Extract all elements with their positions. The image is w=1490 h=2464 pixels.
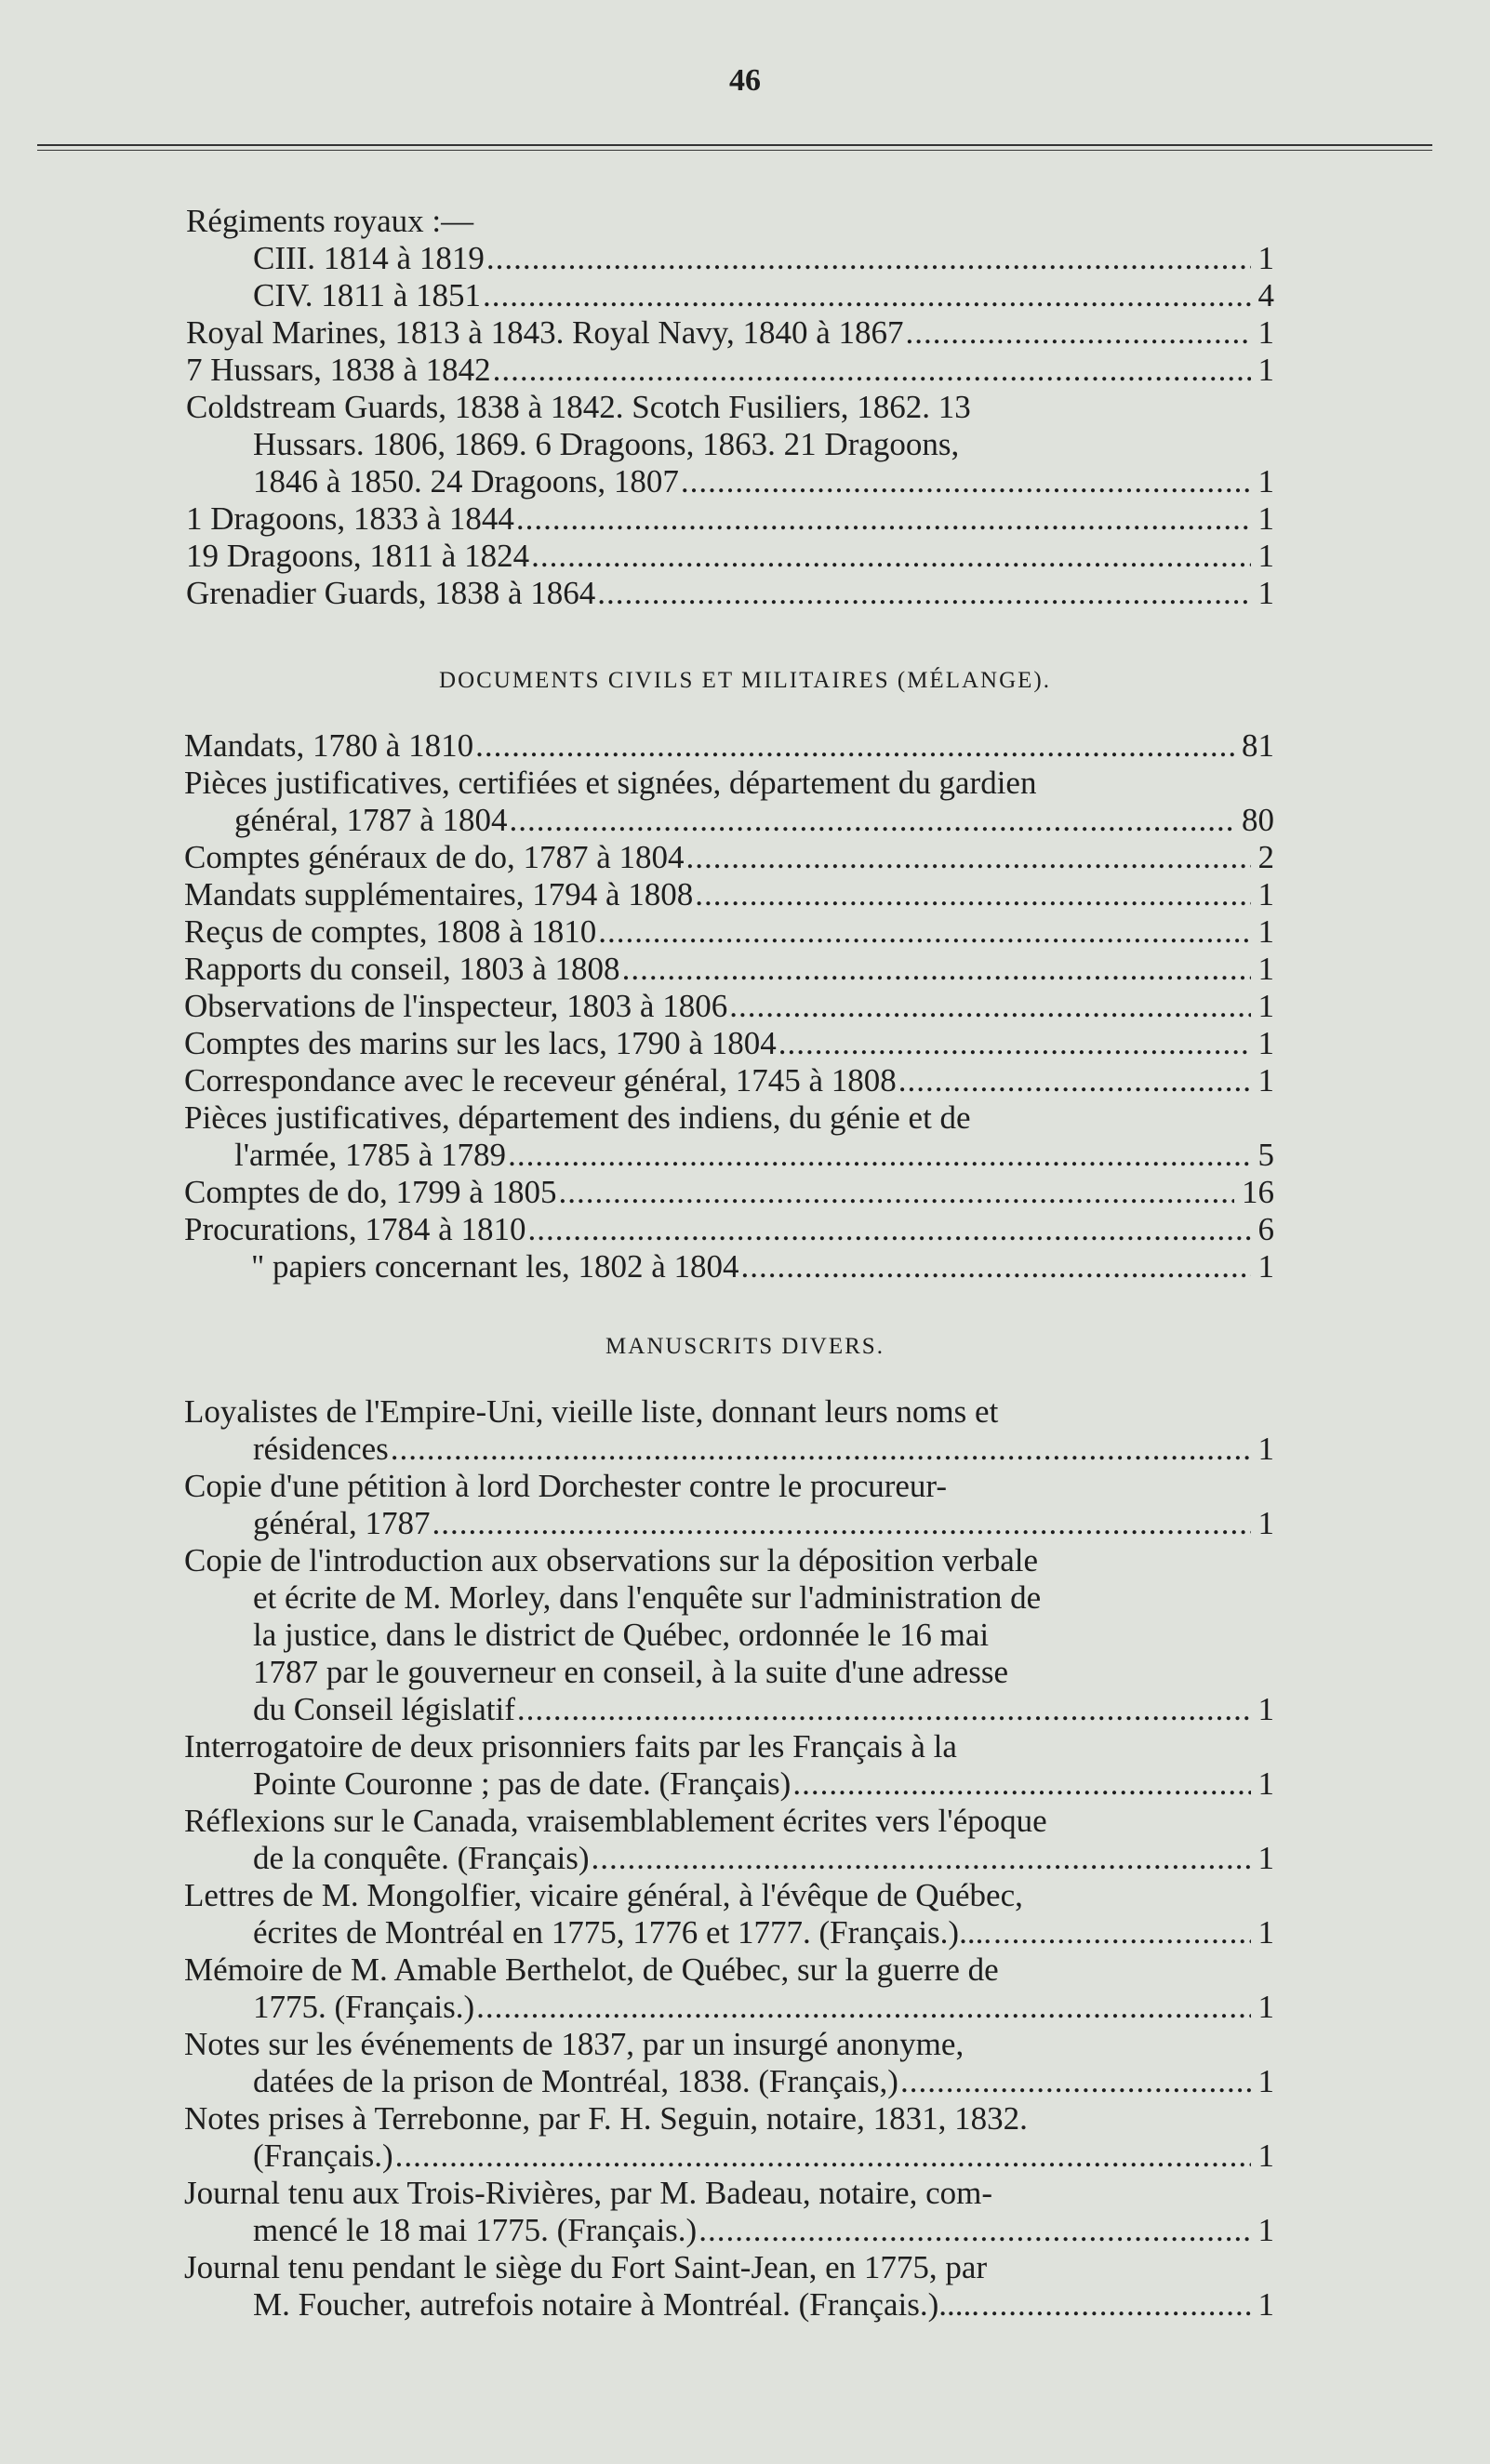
entry-line: [184, 1025, 1274, 1062]
entry-text: Journal tenu pendant le siège du Fort Saint-Jean, en 1775, par: [184, 2249, 988, 2285]
entry-line: [184, 1099, 1274, 1137]
leader-dots: [739, 1248, 1251, 1285]
entry-count: 1: [1257, 1025, 1274, 1061]
leader-dots: [529, 538, 1250, 575]
entry-text: Mandats supplémentaires, 1794 à 1808: [184, 876, 694, 912]
entry-line: [184, 2175, 1274, 2212]
entry-text: Copie d'une pétition à lord Dorchester contre le procureur-: [184, 1468, 948, 1504]
entry-line: [253, 240, 1274, 277]
leader-dots: [430, 1505, 1250, 1542]
entry-line: [253, 2063, 1274, 2100]
entry-text: 1787 par le gouverneur en conseil, à la suite d'une adresse: [253, 1654, 1008, 1690]
entry-text: Pointe Couronne ; pas de date. (Français): [253, 1765, 792, 1802]
entry-line: [253, 277, 1274, 314]
entry-text: mencé le 18 mai 1775. (Français.): [253, 2212, 698, 2248]
entry-count: 1: [1257, 1840, 1274, 1876]
leader-dots: [506, 1137, 1250, 1174]
leader-dots: [514, 500, 1251, 538]
entry-line: [184, 1393, 1274, 1431]
section-heading: MANUSCRITS DIVERS.: [605, 1334, 885, 1359]
entry-line: [184, 1728, 1274, 1765]
leader-dots: [898, 2063, 1251, 2100]
leader-dots: [777, 1025, 1251, 1062]
entry-text: résidences: [253, 1431, 389, 1467]
leader-dots: [491, 352, 1251, 389]
leader-dots: [697, 2212, 1250, 2249]
entry-line: [186, 352, 1274, 389]
entry-line: [251, 1248, 1274, 1285]
leader-dots: [473, 727, 1234, 765]
entry-count: 1: [1257, 463, 1274, 499]
entry-text: Notes prises à Terrebonne, par F. H. Seguin, notaire, 1831, 1832.: [184, 2100, 1028, 2137]
entry-text: général, 1787 à 1804: [234, 802, 508, 838]
entry-text: Rapports du conseil, 1803 à 1808: [184, 951, 620, 987]
leader-dots: [596, 913, 1250, 951]
entry-count: 1: [1257, 876, 1274, 912]
section-heading: DOCUMENTS CIVILS ET MILITAIRES (MÉLANGE).: [439, 668, 1051, 693]
entry-line: [234, 802, 1274, 839]
entry-count: 1: [1257, 1691, 1274, 1727]
entry-count: 1: [1257, 1062, 1274, 1099]
leader-dots: [474, 1989, 1250, 2026]
entry-line: [184, 1062, 1274, 1099]
leader-dots: [525, 1211, 1250, 1248]
entry-line: [184, 727, 1274, 765]
entry-text: écrites de Montréal en 1775, 1776 et 1777. (Français.)....: [253, 1914, 992, 1951]
entry-line: [184, 839, 1274, 876]
entry-line: [184, 913, 1274, 951]
entry-count: 1: [1257, 1505, 1274, 1541]
entry-text: Réflexions sur le Canada, vraisemblablement écrites vers l'époque: [184, 1803, 1047, 1839]
leader-dots: [897, 1062, 1251, 1099]
entry-count: 1: [1257, 988, 1274, 1024]
entry-text: Régiments royaux :—: [186, 203, 474, 239]
entry-line: [186, 389, 1274, 426]
leader-dots: [557, 1174, 1234, 1211]
entry-text: Comptes généraux de do, 1787 à 1804: [184, 839, 685, 875]
entry-text: 1 Dragoons, 1833 à 1844: [186, 500, 514, 537]
entry-text: Interrogatoire de deux prisonniers faits par les Français à la: [184, 1728, 957, 1765]
entry-line: [253, 1914, 1274, 1951]
entry-line: [184, 876, 1274, 913]
entry-text: Pièces justificatives, certifiées et signées, département du gardien: [184, 765, 1037, 801]
leader-dots: [693, 876, 1250, 913]
entry-text: datées de la prison de Montréal, 1838. (Français,): [253, 2063, 898, 2099]
entry-line: [253, 1840, 1274, 1877]
entry-text: général, 1787: [253, 1505, 431, 1541]
leader-dots: [508, 802, 1234, 839]
entry-line: [253, 426, 1274, 463]
entry-line: [253, 1654, 1274, 1691]
entry-count: 1: [1257, 240, 1274, 276]
page-number: 46: [729, 63, 761, 98]
entry-line: [253, 1505, 1274, 1542]
entry-line: [186, 203, 1274, 240]
entry-count: 1: [1257, 352, 1274, 388]
entry-count: 1: [1257, 1248, 1274, 1285]
entry-line: [186, 314, 1274, 352]
entry-text: (Français.): [253, 2138, 393, 2174]
entry-text: Loyalistes de l'Empire-Uni, vieille liste, donnant leurs noms et: [184, 1393, 999, 1430]
entry-text: Reçus de comptes, 1808 à 1810: [184, 913, 597, 950]
entry-count: 1: [1257, 314, 1274, 351]
entry-line: [253, 1765, 1274, 1803]
entry-line: [184, 951, 1274, 988]
entry-text: de la conquête. (Français): [253, 1840, 590, 1876]
entry-count: 1: [1257, 913, 1274, 950]
leader-dots: [393, 2138, 1251, 2175]
entry-count: 1: [1257, 575, 1274, 611]
leader-dots: [515, 1691, 1251, 1728]
entry-line: [184, 1877, 1274, 1914]
leader-dots: [389, 1431, 1251, 1468]
entry-text: Royal Marines, 1813 à 1843. Royal Navy, 1840 à 1867: [186, 314, 904, 351]
entry-text: Comptes de do, 1799 à 1805: [184, 1174, 557, 1210]
entry-line: [253, 1431, 1274, 1468]
entry-text: Comptes des marins sur les lacs, 1790 à 1804: [184, 1025, 777, 1061]
entry-count: 1: [1257, 1431, 1274, 1467]
entry-text: 1775. (Français.): [253, 1989, 475, 2025]
entry-line: [253, 2138, 1274, 2175]
leader-dots: [481, 277, 1251, 314]
entry-count: 1: [1257, 2212, 1274, 2248]
entry-line: [253, 463, 1274, 500]
entry-line: [184, 2249, 1274, 2286]
entry-line: [184, 765, 1274, 802]
entry-line: [253, 2212, 1274, 2249]
entry-text: et écrite de M. Morley, dans l'enquête sur l'administration de: [253, 1579, 1042, 1616]
entry-count: 80: [1242, 802, 1274, 838]
entry-line: [253, 1617, 1274, 1654]
entry-text: du Conseil législatif: [253, 1691, 515, 1727]
entry-line: [184, 1468, 1274, 1505]
leader-dots: [620, 951, 1251, 988]
entry-count: 1: [1257, 500, 1274, 537]
entry-count: 81: [1242, 727, 1274, 764]
leader-dots: [727, 988, 1250, 1025]
leader-dots: [904, 314, 1251, 352]
entry-line: [184, 2100, 1274, 2138]
entry-text: Procurations, 1784 à 1810: [184, 1211, 526, 1247]
entry-text: 1846 à 1850. 24 Dragoons, 1807: [253, 463, 679, 499]
entry-count: 6: [1257, 1211, 1274, 1247]
entry-text: Mandats, 1780 à 1810: [184, 727, 474, 764]
entry-count: 5: [1257, 1137, 1274, 1173]
entry-line: [184, 1174, 1274, 1211]
entry-text: " papiers concernant les, 1802 à 1804: [251, 1248, 739, 1285]
entry-count: 4: [1257, 277, 1274, 313]
entry-line: [253, 2286, 1274, 2324]
entry-text: Lettres de M. Mongolfier, vicaire général, à l'évêque de Québec,: [184, 1877, 1023, 1913]
entry-text: la justice, dans le district de Québec, ordonnée le 16 mai: [253, 1617, 990, 1653]
entry-text: l'armée, 1785 à 1789: [234, 1137, 507, 1173]
entry-line: [186, 538, 1274, 575]
entry-text: Journal tenu aux Trois-Rivières, par M. Badeau, notaire, com-: [184, 2175, 992, 2211]
entry-count: 1: [1257, 1765, 1274, 1802]
entry-count: 1: [1257, 1914, 1274, 1951]
entry-count: 1: [1257, 951, 1274, 987]
entry-text: Hussars. 1806, 1869. 6 Dragoons, 1863. 21 Dragoons,: [253, 426, 960, 462]
entry-text: Correspondance avec le receveur général, 1745 à 1808: [184, 1062, 897, 1099]
leader-dots: [791, 1765, 1250, 1803]
leader-dots: [685, 839, 1251, 876]
entry-text: Notes sur les événements de 1837, par un insurgé anonyme,: [184, 2026, 965, 2062]
entry-line: [184, 2026, 1274, 2063]
entry-count: 1: [1257, 2286, 1274, 2323]
entry-line: [184, 988, 1274, 1025]
entry-text: 7 Hussars, 1838 à 1842: [186, 352, 491, 388]
entry-count: 1: [1257, 1989, 1274, 2025]
entry-line: [184, 1951, 1274, 1989]
entry-text: Coldstream Guards, 1838 à 1842. Scotch Fusiliers, 1862. 13: [186, 389, 971, 425]
entry-text: CIII. 1814 à 1819: [253, 240, 485, 276]
entry-count: 1: [1257, 2138, 1274, 2174]
entry-line: [184, 1211, 1274, 1248]
entry-line: [186, 575, 1274, 612]
entry-count: 16: [1242, 1174, 1274, 1210]
entry-count: 1: [1257, 538, 1274, 574]
entry-line: [253, 1691, 1274, 1728]
entry-line: [186, 500, 1274, 538]
entry-line: [184, 1803, 1274, 1840]
entry-line: [184, 1542, 1274, 1579]
leader-dots: [590, 1840, 1251, 1877]
entry-text: Pièces justificatives, département des indiens, du génie et de: [184, 1099, 971, 1136]
entry-count: 2: [1257, 839, 1274, 875]
entry-line: [253, 1989, 1274, 2026]
entry-line: [253, 1579, 1274, 1617]
entry-text: 19 Dragoons, 1811 à 1824: [186, 538, 530, 574]
entry-text: CIV. 1811 à 1851: [253, 277, 481, 313]
leader-dots: [595, 575, 1250, 612]
entry-text: Grenadier Guards, 1838 à 1864: [186, 575, 596, 611]
leader-dots: [979, 2286, 1251, 2324]
entry-text: M. Foucher, autrefois notaire à Montréal. (Français.).....: [253, 2286, 979, 2323]
leader-dots: [485, 240, 1251, 277]
entry-text: Mémoire de M. Amable Berthelot, de Québec, sur la guerre de: [184, 1951, 999, 1988]
entry-text: Copie de l'introduction aux observations sur la déposition verbale: [184, 1542, 1039, 1578]
leader-dots: [991, 1914, 1250, 1951]
leader-dots: [679, 463, 1251, 500]
entry-text: Observations de l'inspecteur, 1803 à 1806: [184, 988, 728, 1024]
entry-count: 1: [1257, 2063, 1274, 2099]
entry-line: [234, 1137, 1274, 1174]
